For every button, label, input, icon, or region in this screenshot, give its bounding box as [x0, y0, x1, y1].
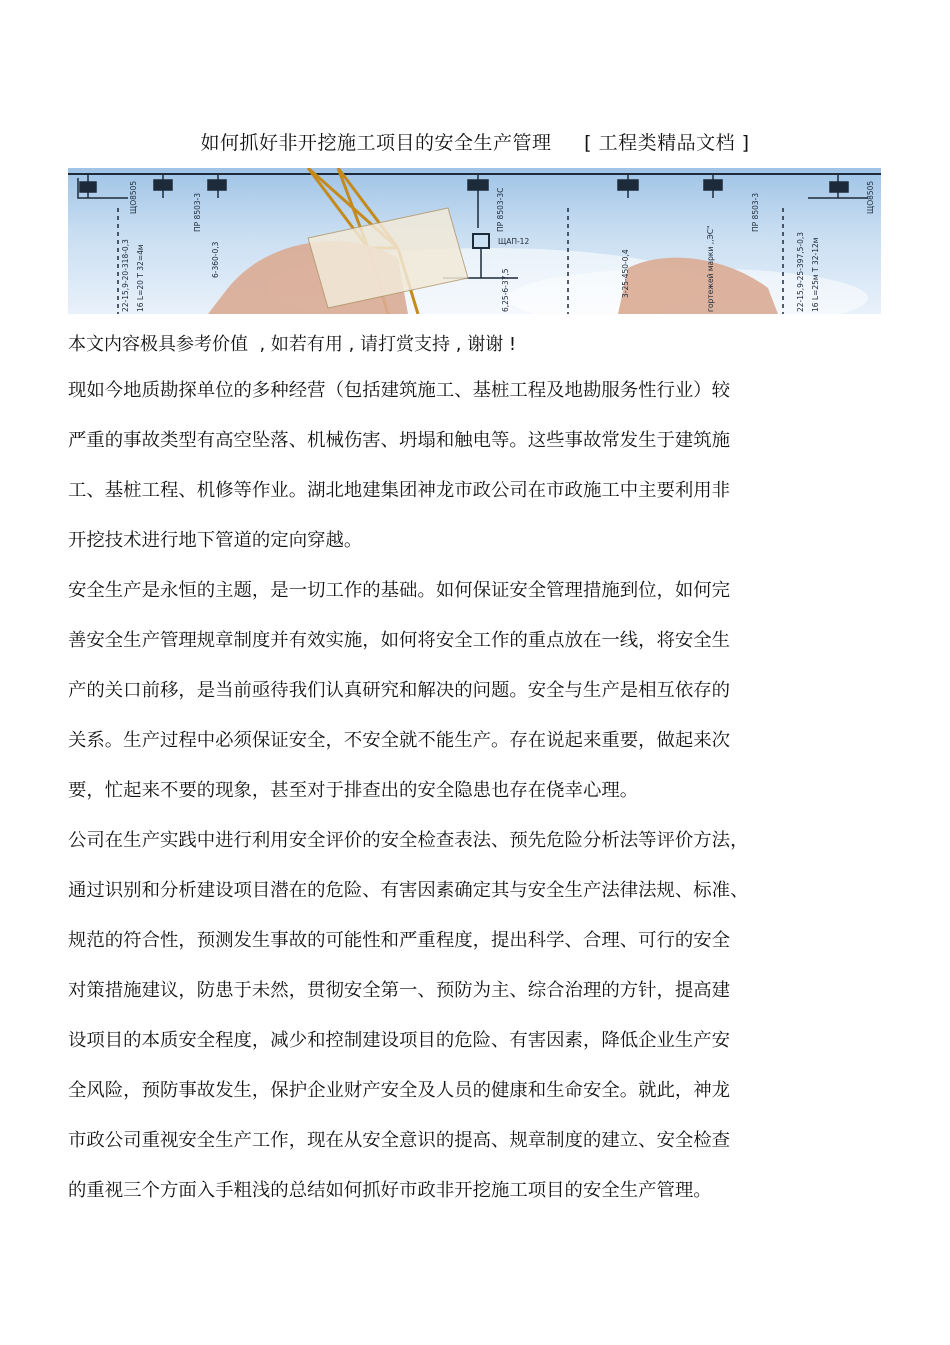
- banner-label: ПР 8503-3: [193, 192, 202, 232]
- paragraph-line: 严重的事故类型有高空坠落、机械伤害、坍塌和触电等。这些事故常发生于建筑施: [68, 430, 731, 451]
- banner-label: гортежей марки ,,ЭС": [706, 225, 715, 312]
- banner-label: 16 L=25м T 32-12м: [811, 237, 820, 312]
- paragraph-line: 工、基桩工程、机修等作业。湖北地建集团神龙市政公司在市政施工中主要利用非: [68, 480, 731, 501]
- paragraph-line: 关系。生产过程中必须保证安全，不安全就不能生产。存在说起来重要，做起来次: [68, 730, 731, 751]
- banner-label: ЩО8505: [866, 180, 875, 214]
- paragraph-line: 现如今地质勘探单位的多种经营（包括建筑施工、基桩工程及地勘服务性行业）较: [68, 380, 731, 401]
- banner-label: 16 L=20 T 32=4м: [136, 244, 145, 312]
- banner-label: ПР 8503-3: [751, 192, 760, 232]
- paragraph-line: 善安全生产管理规章制度并有效实施，如何将安全工作的重点放在一线，将安全生: [68, 630, 731, 651]
- banner-label: 6,25-6-37,5: [501, 268, 510, 312]
- paragraph-line: 设项目的本质安全程度，减少和控制建设项目的危险、有害因素，降低企业生产安: [68, 1030, 731, 1051]
- paragraph-line: 公司在生产实践中进行利用安全评价的安全检查表法、预先危险分析法等评价方法，: [68, 830, 749, 851]
- header-banner-image: [68, 168, 881, 314]
- paragraph-line: 通过识别和分析建设项目潜在的危险、有害因素确定其与安全生产法律法规、标准、: [68, 880, 749, 901]
- banner-label: 22-15,9-25-397,5-0,3: [796, 231, 805, 312]
- banner-label: ПР 8503-3С: [496, 187, 505, 232]
- paragraph-line: 的重视三个方面入手粗浅的总结如何抓好市政非开挖施工项目的安全生产管理。: [68, 1180, 712, 1201]
- paragraph-line: 要，忙起来不要的现象，甚至对于排查出的安全隐患也存在侥幸心理。: [68, 780, 639, 801]
- paragraph-line: 开挖技术进行地下管道的定向穿越。: [68, 530, 363, 551]
- paragraph-line: 市政公司重视安全生产工作，现在从安全意识的提高、规章制度的建立、安全检查: [68, 1130, 731, 1151]
- paragraph-2: [68, 566, 828, 816]
- paragraph-line: 全风险，预防事故发生，保护企业财产安全及人员的健康和生命安全。就此，神龙: [68, 1080, 731, 1101]
- intro-note: 本文内容极具参考价值 , 如若有用 , 请打赏支持 , 谢谢 !: [68, 334, 517, 355]
- banner-label: ЩО8505: [129, 180, 138, 214]
- paragraph-line: 安全生产是永恒的主题，是一切工作的基础。如何保证安全管理措施到位，如何完: [68, 580, 731, 601]
- banner-label: 3-25-450-0,4: [621, 249, 630, 298]
- paragraph-line: 规范的符合性，预测发生事故的可能性和严重程度，提出科学、合理、可行的安全: [68, 930, 731, 951]
- paragraph-line: 产的关口前移，是当前亟待我们认真研究和解决的问题。安全与生产是相互依存的: [68, 680, 731, 701]
- paragraph-1: [68, 366, 828, 566]
- paragraph-line: 对策措施建议，防患于未然，贯彻安全第一、预防为主、综合治理的方针，提高建: [68, 980, 731, 1001]
- document-title: 如何抓好非开挖施工项目的安全生产管理 [ 工程类精品文档 ]: [200, 132, 750, 154]
- banner-label: ЩАП-12: [498, 237, 530, 246]
- banner-label: 22-15,9-20-318-0,3: [121, 239, 130, 312]
- banner-label: 6-360-0,3: [211, 241, 220, 278]
- paragraph-3: [68, 816, 828, 1216]
